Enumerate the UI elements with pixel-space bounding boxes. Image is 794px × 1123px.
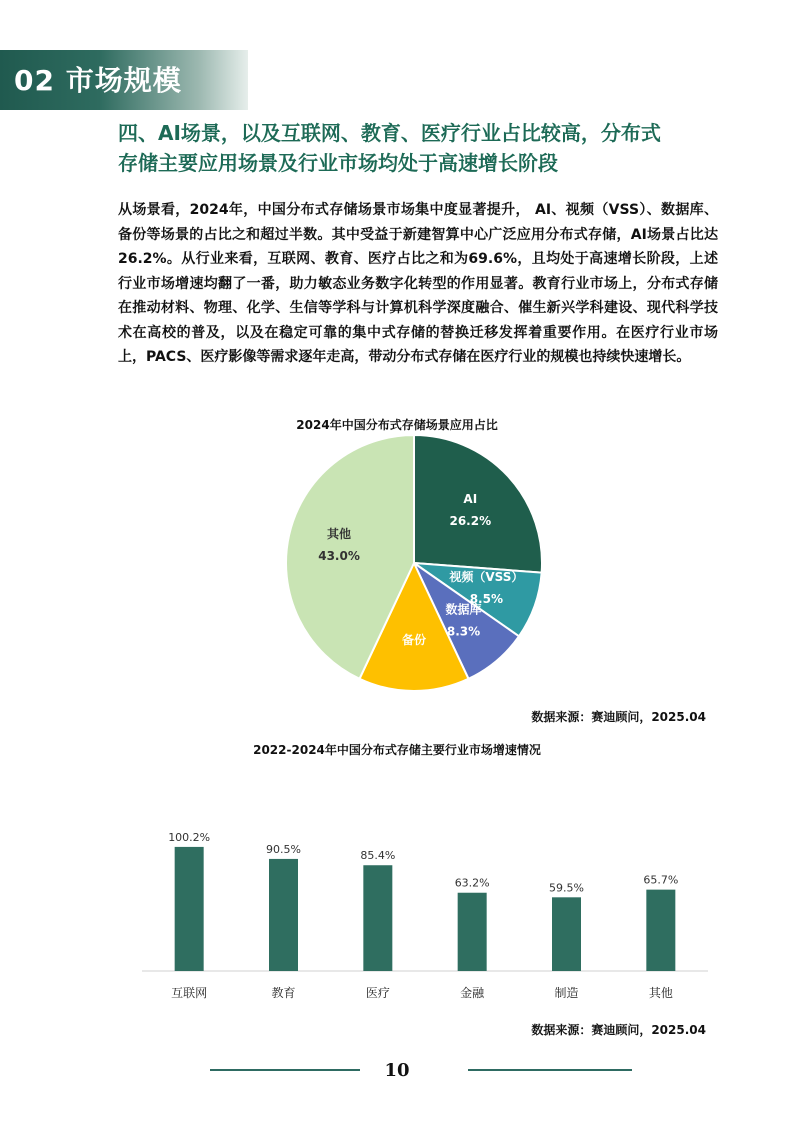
bar-category-5: 其他 xyxy=(648,986,673,1000)
bar-category-4: 制造 xyxy=(554,986,579,1000)
bar-value-1: 90.5% xyxy=(266,842,301,856)
bar-category-0: 互联网 xyxy=(171,986,208,1000)
bar-value-3: 63.2% xyxy=(454,876,490,890)
pie-label-2: 数据库 xyxy=(445,602,482,617)
heading-line-1: 四、AI场景，以及互联网、教育、医疗行业占比较高，分布式 xyxy=(118,121,661,145)
bar-0 xyxy=(175,847,204,971)
pie-value-2: 8.3% xyxy=(446,624,481,639)
bar-value-5: 65.7% xyxy=(643,873,679,887)
page-number: 10 xyxy=(384,1060,410,1081)
pie-label-0: AI xyxy=(463,491,478,506)
pie-value-1: 8.5% xyxy=(469,591,503,606)
section-header xyxy=(0,50,248,110)
bar-category-1: 教育 xyxy=(271,986,296,1000)
bar-4 xyxy=(552,897,581,971)
pie-value-0: 26.2% xyxy=(449,513,492,528)
pie-slice-0 xyxy=(414,436,542,573)
bar-category-2: 医疗 xyxy=(365,986,390,1000)
section-label: 02 市场规模 xyxy=(14,64,182,97)
bar-value-2: 85.4% xyxy=(360,849,396,863)
section-heading xyxy=(118,118,738,178)
footer-rule-right xyxy=(468,1069,632,1071)
bar-source: 数据来源：赛迪顾问，2025.04 xyxy=(531,1023,706,1037)
bar-3 xyxy=(458,893,487,971)
bar-1 xyxy=(269,859,298,971)
pie-chart-title: 2024年中国分布式存储场景应用占比 xyxy=(296,418,498,432)
bar-chart xyxy=(130,790,720,1010)
bar-value-0: 100.2% xyxy=(168,830,211,844)
bar-chart-title: 2022-2024年中国分布式存储主要行业市场增速情况 xyxy=(253,743,541,757)
bar-category-3: 金融 xyxy=(460,986,485,1000)
body-paragraph: 从场景看，2024年，中国分布式存储场景市场集中度显著提升， AI、视频（VSS）、数据库、备份等场景的占比之和超过半数。其中受益于新建智算中心广泛应用分布式存储，AI场景占比达26.2%。从行业来看，互联网、教育、医疗占比之和为69.6%，且均处于高速增长阶段，上述行业市场增速均翻了一番，助力敏态业务数字化转型的作用显著。教育行业市场上，分布式存储在推动材料、物理、化学、生信等学科与计算机科学深度融合、催生新兴学科建设、现代科学技术在高校的普及，以及在稳定可靠的集中式存储的替换迁移发挥着重要作用。在医疗行业市场上，PACS、医疗影像等需求逐年走高，带动分布式存储在医疗行业的规模也持续快速增长。 xyxy=(118,202,718,365)
heading-line-2: 存储主要应用场景及行业市场均处于高速增长阶段 xyxy=(118,151,558,175)
bar-5 xyxy=(646,890,675,971)
pie-label-3: 备份 xyxy=(401,632,427,647)
pie-value-4: 43.0% xyxy=(318,549,360,564)
pie-source: 数据来源：赛迪顾问，2025.04 xyxy=(531,710,706,724)
bar-2 xyxy=(363,865,392,971)
bar-value-4: 59.5% xyxy=(549,881,584,895)
pie-chart xyxy=(274,436,554,706)
pie-label-1: 视频（VSS） xyxy=(449,569,524,584)
pie-label-4: 其他 xyxy=(327,527,352,542)
